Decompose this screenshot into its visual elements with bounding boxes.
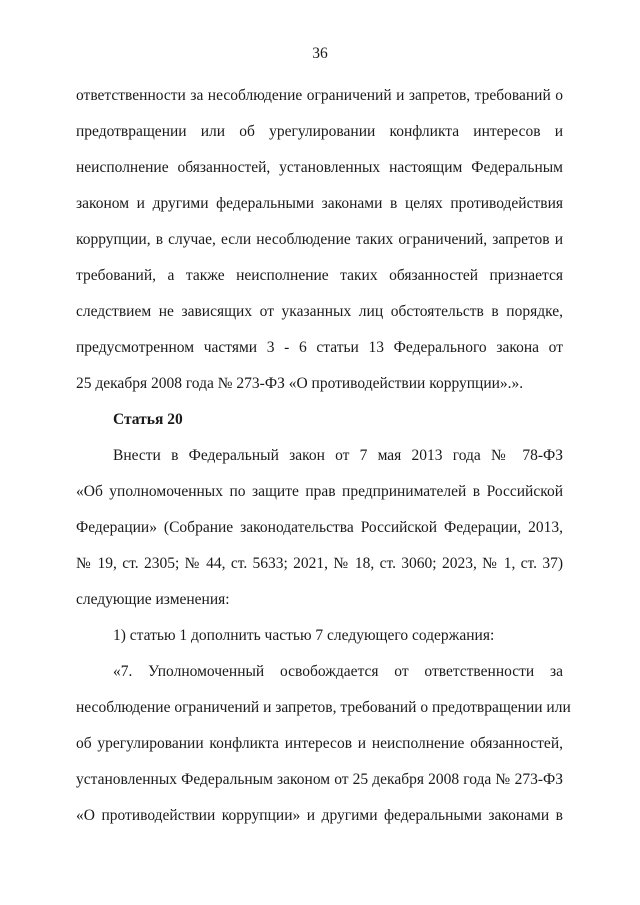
text-line: № 19, ст. 2305; № 44, ст. 5633; 2021, № 18, ст. 3060; 2023, № 1, ст. 37) (76, 555, 563, 572)
text-line: Федерации» (Собрание законодательства Российской Федерации, 2013, (76, 519, 563, 536)
text-line: Внести в Федеральный закон от 7 мая 2013 года № 78-ФЗ (113, 447, 563, 464)
text-line: неисполнение обязанностей, установленных настоящим Федеральным (76, 159, 563, 176)
text-line: «Об уполномоченных по защите прав предпринимателей в Российской (76, 483, 563, 500)
text-line: законом и другими федеральными законами в целях противодействия (76, 195, 563, 212)
text-line: установленных Федеральным законом от 25 декабря 2008 года № 273-ФЗ (76, 771, 563, 788)
text-line: предотвращении или об урегулировании конфликта интересов и (76, 123, 563, 140)
text-line: следующие изменения: (76, 591, 230, 608)
page-number: 36 (312, 45, 328, 62)
text-line: несоблюдение ограничений и запретов, требований о предотвращении или (76, 699, 571, 716)
text-line: «О противодействии коррупции» и другими федеральными законами в (76, 807, 563, 824)
text-line: 25 декабря 2008 года № 273-ФЗ «О противодействии коррупции».». (76, 375, 524, 392)
text-line: ответственности за несоблюдение ограничений и запретов, требований о (76, 87, 563, 104)
article-heading: Статья 20 (113, 411, 183, 428)
text-line: «7. Уполномоченный освобождается от ответственности за (113, 663, 563, 680)
text-line: предусмотренном частями 3 - 6 статьи 13 Федерального закона от (76, 339, 563, 356)
text-line: следствием не зависящих от указанных лиц обстоятельств в порядке, (76, 303, 563, 320)
text-line: требований, а также неисполнение таких обязанностей признается (76, 267, 563, 284)
text-line: 1) статью 1 дополнить частью 7 следующего содержания: (113, 627, 495, 644)
text-line: об урегулировании конфликта интересов и неисполнение обязанностей, (76, 735, 563, 752)
text-line: коррупции, в случае, если несоблюдение таких ограничений, запретов и (76, 231, 563, 248)
